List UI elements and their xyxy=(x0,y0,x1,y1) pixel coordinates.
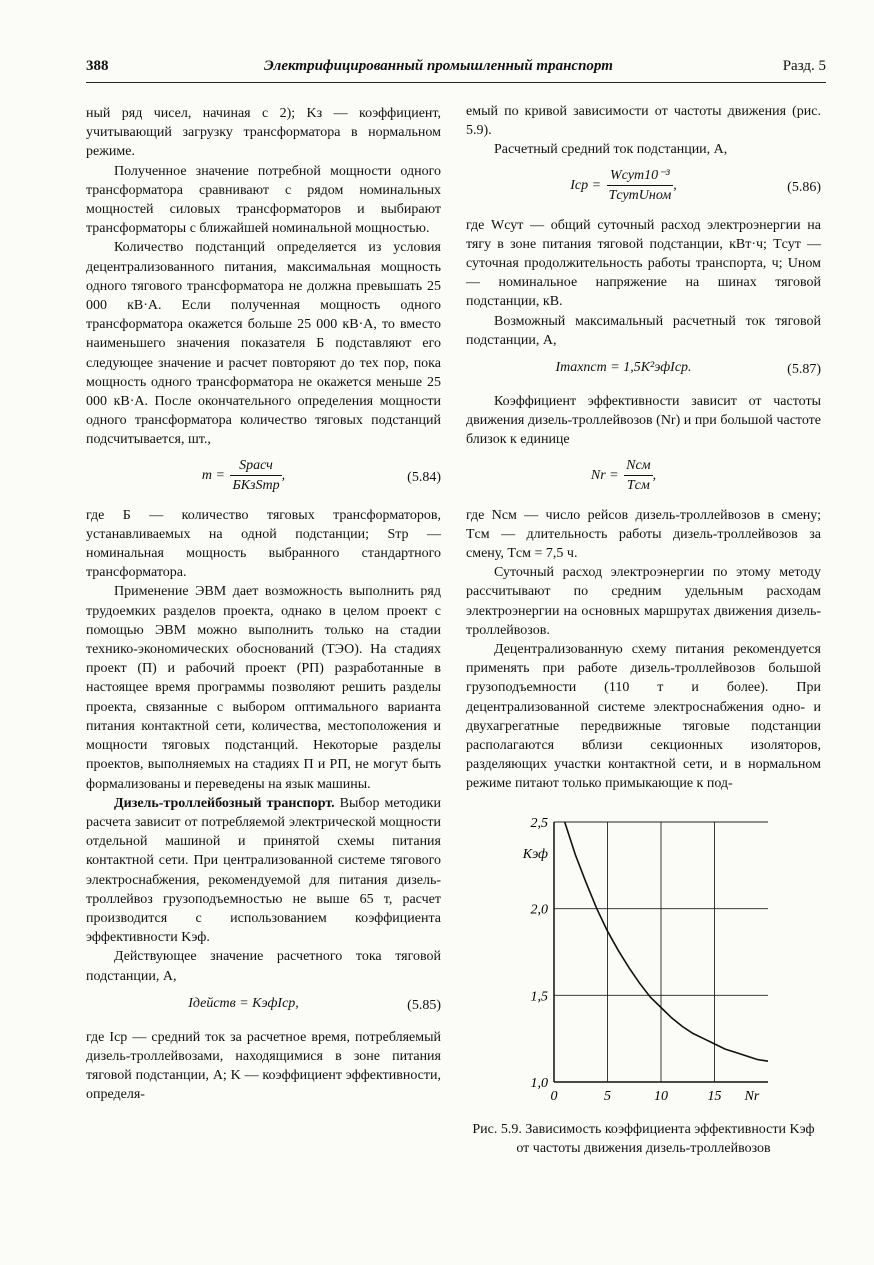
equation-5-85 xyxy=(86,994,441,1020)
chart xyxy=(466,814,821,1114)
paragraph: где Nсм — число рейсов дизель-троллейвозов в смену; Tсм — длительность работы дизель-троллейвозов за смену, Tсм = 7,5 ч. xyxy=(466,507,821,562)
y-tick-label: 1,0 xyxy=(530,1075,548,1091)
y-tick-label: 2,0 xyxy=(530,902,548,918)
equation-body: Imaxпст = 1,5K²эфIср. xyxy=(555,360,692,376)
page-number: 388 xyxy=(86,58,109,74)
section-heading: Дизель-троллейбозный транспорт. xyxy=(114,795,335,811)
page-header xyxy=(86,58,826,84)
paragraph: ный ряд чисел, начиная с 2); Kз — коэффициент, учитывающий загрузку трансформатора в нормальном режиме. xyxy=(86,106,441,160)
paragraph-text: Выбор методики расчета зависит от потребляемой электрической мощности отдельной машиной и принятой схемы питания контактной сети. При централизованной системе тягового электроснабжения, рекомендуемой для питания дизель-троллейвоз грузоподъемностью не выше 65 т, расчет производится с использованием коэффициента эффективности Kэф. xyxy=(86,795,441,946)
numerator: Sрасч xyxy=(230,456,281,476)
paragraph: Применение ЭВМ дает возможность выполнить ряд трудоемких разделов проекта, однако в целом проект с помощью ЭВМ можно выполнить только на стадии технико-экономических обоснований (ТЭО). На стадиях проект (П) и рабочий проект (РП) разработанные в настоящее время программы позволяют решить разделы проекта, связанные с выбором оптимального варианта питания контактной сети, количества, местоположения и мощности тяговых подстанций. Некоторые разделы проектов, выполняемых на стадиях П и РП, не могут быть формализованы и переведены на язык машины. xyxy=(86,584,441,792)
paragraph: где Wсут — общий суточный расход электроэнергии на тягу в зоне питания тяговой подстанции, кВт·ч; Tсут — суточная продолжительность работы транспорта, ч; Uном — номинальное напряжение на шинах тяговой подстанции, кВ. xyxy=(466,217,821,310)
paragraph: Количество подстанций определяется из условия децентрализованного питания, максимальная мощность одного тягового трансформатора не должна превышать 25 000 кВ·А. Если полученная мощность одного трансформатора окажется больше 25 000 кВ·А, то вместо наименьшего значения показателя Б подставляют его следующее значение и расчет повторяют до тех пор, пока мощность одного трансформатора не окажется меньше 25 000 кВ·А. После окончательного определения мощности одного трансформатора количество тяговых подстанций подсчитывается, шт., xyxy=(86,240,441,448)
header-rule xyxy=(86,82,826,83)
paragraph: Полученное значение потребной мощности одного трансформатора сравнивают с рядом номинальных мощностей силовых трансформаторов и выбирают трансформаторы с ближайшей номинальной мощностью. xyxy=(86,163,441,237)
paragraph: Действующее значение расчетного тока тяговой подстанции, А, xyxy=(86,949,441,984)
paragraph: Расчетный средний ток подстанции, А, xyxy=(494,142,728,158)
y-tick-label: 2,5 xyxy=(530,815,548,831)
equation-suffix: , xyxy=(281,467,286,483)
denominator: Tсм xyxy=(626,477,650,493)
equation-number: (5.87) xyxy=(787,362,821,378)
paragraph: где Iср — средний ток за расчетное время, потребляемый дизель-троллейвозами, находящимися в зоне питания тяговой подстанции, А; K — коэффициент эффективности, определя- xyxy=(86,1029,441,1103)
equation-body: Iдейств = KэфIср, xyxy=(188,995,299,1011)
section-label: Разд. 5 xyxy=(782,58,826,74)
equation-number: (5.84) xyxy=(407,469,441,485)
y-tick-label: 1,5 xyxy=(530,989,548,1005)
equation-suffix: , xyxy=(673,177,677,193)
numerator: Wсут10⁻³ xyxy=(607,166,674,186)
y-axis-label: Kэф xyxy=(522,846,548,862)
paragraph: Децентрализованную схему питания рекомендуется применять при работе дизель-троллейвозов большой грузоподъемности (110 т и более). При децентрализованной системе электроснабжения одно- и двухагрегатные передвижные тяговые подстанции располагаются вблизи секционных изоляторов, разделяющих участки контактной сети, и в нормальном режиме питают только примыкающие к под- xyxy=(466,642,821,792)
equation-5-86 xyxy=(466,166,821,210)
equation-lhs: Nr = xyxy=(590,467,619,483)
fraction xyxy=(230,456,281,495)
equation-number: (5.86) xyxy=(787,179,821,195)
x-axis-label: Nr xyxy=(744,1088,760,1104)
paragraph: где Б — количество тяговых трансформаторов, устанавливаемых на одной подстанции; Sтр — номинальная мощность выбранного стандартного трансформатора. xyxy=(86,507,441,581)
numerator: Nсм xyxy=(624,456,653,476)
paragraph: Суточный расход электроэнергии по этому методу рассчитывают по средним удельным расходам электроэнергии на основных маршрутах движения дизель-троллейвозов. xyxy=(466,565,821,638)
equation-lhs: m = xyxy=(201,467,225,483)
paragraph xyxy=(86,794,441,948)
denominator: TсутUном xyxy=(608,187,672,203)
equation-suffix: , xyxy=(652,467,657,483)
x-tick-label: 15 xyxy=(707,1088,722,1104)
series-line xyxy=(565,822,768,1061)
denominator: БKзSтр xyxy=(232,477,280,493)
paragraph: емый по кривой зависимости от частоты движения (рис. 5.9). xyxy=(466,104,821,139)
paragraph: Возможный максимальный расчетный ток тяговой подстанции, А, xyxy=(466,313,821,348)
fraction xyxy=(624,456,653,495)
fraction xyxy=(607,166,674,205)
equation-5-87 xyxy=(466,358,821,384)
running-title: Электрифицированный промышленный транспорт xyxy=(264,58,613,74)
equation-5-84 xyxy=(86,456,441,500)
x-tick-label: 5 xyxy=(604,1088,611,1104)
figure-5-9 xyxy=(466,814,821,1158)
equation-number: (5.85) xyxy=(407,997,441,1013)
x-tick-label: 0 xyxy=(550,1088,558,1104)
x-tick-label: 10 xyxy=(654,1088,668,1104)
left-column xyxy=(86,104,441,1105)
paragraph: Коэффициент эффективности зависит от частоты движения дизель-троллейвозов (Nr) и при большой частоте близок к единице xyxy=(466,394,821,448)
right-column xyxy=(466,102,821,1158)
equation-lhs: Iср = xyxy=(570,177,602,193)
equation-nr xyxy=(466,456,821,500)
figure-caption: Рис. 5.9. Зависимость коэффициента эффективности Kэф от частоты движения дизель-троллейвозов xyxy=(472,1121,815,1156)
